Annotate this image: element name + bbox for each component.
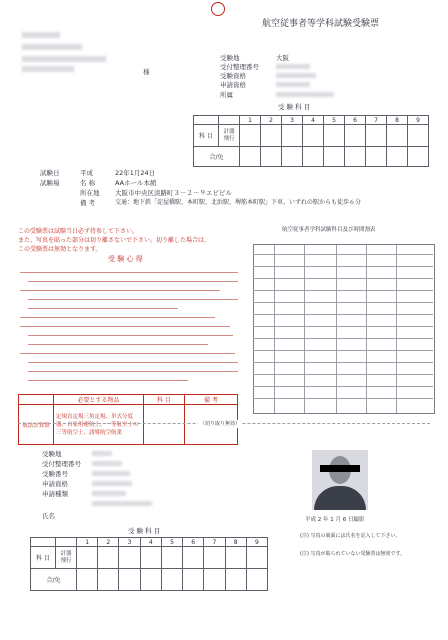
rule-line: [20, 272, 238, 273]
bottom-examno-label: 受験番号: [42, 470, 68, 478]
rule-line: [20, 290, 220, 291]
subject-num: 1: [77, 538, 98, 547]
bottom-examno-blur: [92, 471, 130, 476]
rule-line: [20, 317, 215, 318]
rule-line: [28, 299, 238, 300]
subject-num: 5: [324, 116, 345, 125]
items-header-note: 備 考: [185, 395, 238, 405]
timetable-title: 航空従事者学科試験科目及び時間割表: [282, 227, 376, 233]
timetable-row: [253, 398, 433, 399]
photo-note-1: (注) 写真の裏面には氏名を記入して下さい。: [300, 533, 401, 539]
bottom-extra-blur: [92, 501, 152, 506]
bottom-receipt-label: 受付整理番号: [42, 460, 81, 468]
bottom-subjects-title: 受 験 科 目: [128, 527, 161, 535]
timetable-row: [253, 278, 433, 279]
bottom-type-blur: [92, 491, 126, 496]
timetable: [253, 244, 435, 414]
address-blur-2: [22, 44, 82, 50]
items-label: 航法計算盤: [19, 405, 54, 445]
exam-date-era: 平成: [80, 169, 93, 177]
subject-num: 7: [366, 116, 387, 125]
subject-num: 5: [161, 538, 182, 547]
subject-num: 2: [98, 538, 119, 547]
timetable-row: [253, 386, 433, 387]
rule-line: [28, 380, 188, 381]
form-title: 航空従事者等学科試験受験票: [262, 19, 380, 29]
bottom-row-subject-label: 科 目: [31, 547, 56, 569]
address-blur-3: [22, 56, 106, 62]
subject-num: 9: [246, 538, 267, 547]
timetable-row: [253, 302, 433, 303]
exam-addr-value: 大阪市中央区淡路町３－２－９エビビル: [115, 189, 232, 197]
bottom-row-pass-label: 合/免: [31, 569, 77, 591]
photo-date: 平成 2 年 1 月 6 日撮影: [305, 517, 365, 523]
photo-shoulders: [314, 486, 366, 510]
subject-num: 6: [183, 538, 204, 547]
rule-line: [28, 362, 238, 363]
rule-line: [20, 326, 230, 327]
row-subject-content: 計器 飛行: [219, 125, 240, 147]
subject-num: 7: [204, 538, 225, 547]
subject-num: 3: [119, 538, 140, 547]
timetable-row: [253, 374, 433, 375]
rule-line: [28, 335, 233, 336]
rule-line: [20, 353, 235, 354]
address-blur-1: [22, 32, 60, 38]
field-venue-label: 受験地: [220, 54, 240, 62]
id-photo: [312, 450, 368, 510]
subject-num: 9: [408, 116, 429, 125]
field-affil-blur: [276, 92, 334, 97]
field-app-blur: [276, 82, 310, 87]
items-header-subject: 科 目: [144, 395, 185, 405]
subject-num: 2: [261, 116, 282, 125]
subject-num: 4: [140, 538, 161, 547]
exam-date-label: 試験日: [40, 169, 60, 177]
subject-num: 8: [225, 538, 246, 547]
bottom-venue-blur: [92, 451, 112, 456]
bottom-type-label: 申請種類: [42, 490, 68, 498]
bottom-qual-blur: [92, 481, 132, 486]
cut-label: （切り取り無効）: [200, 421, 241, 427]
subject-num: 6: [345, 116, 366, 125]
rule-line: [28, 308, 178, 309]
field-receipt-label: 受付整理番号: [220, 63, 259, 71]
stamp-mark: [211, 2, 225, 16]
rule-line: [28, 281, 238, 282]
row-subject-label: 科 目: [194, 125, 219, 147]
timetable-row: [253, 266, 433, 267]
exam-venue-label: 試験場: [40, 179, 60, 187]
row-pass-label: 合/免: [194, 147, 240, 167]
items-content: 定規直定規三角定規、単式分度器、自家用運航上、一等航空士の三等航空士、誘導航空航業: [54, 405, 144, 445]
timetable-row: [253, 362, 433, 363]
photo-note-2: (注) 写真が貼られていない受験票は無効です。: [300, 551, 406, 557]
subjects-title: 受 験 科 目: [278, 103, 311, 111]
exam-name-value: AAホール本館: [115, 179, 157, 187]
field-app-label: 申請資格: [220, 81, 246, 89]
subject-num: 3: [282, 116, 303, 125]
bottom-receipt-blur: [92, 461, 122, 466]
field-venue-value: 大阪: [276, 54, 289, 62]
exam-name-label: 名 称: [80, 179, 96, 187]
subject-num: 4: [303, 116, 324, 125]
bottom-name-label: 氏名: [42, 512, 55, 520]
rules-title: 受 験 心 得: [108, 255, 143, 263]
timetable-row: [253, 326, 433, 327]
field-qual-label: 受験資格: [220, 72, 246, 80]
sama-label: 様: [143, 68, 150, 76]
timetable-row: [253, 254, 433, 255]
field-qual-blur: [276, 73, 316, 78]
field-receipt-blur: [276, 64, 310, 69]
subjects-table: [193, 115, 429, 167]
exam-addr-label: 所在地: [80, 189, 100, 197]
timetable-row: [253, 290, 433, 291]
notice-line-1: この受験票は試験当日必ず持参して下さい。: [18, 228, 139, 235]
timetable-row: [253, 314, 433, 315]
rule-line: [28, 371, 238, 372]
exam-note-value: 交通：地下鉄「淀屋橋駅、本町駅、北浜駅、堺筋本町駅」下車、いずれの駅からも徒歩６分: [115, 199, 362, 206]
bottom-venue-label: 受験地: [42, 450, 62, 458]
timetable-row: [253, 338, 433, 339]
exam-date-value: 22年1月24日: [115, 169, 156, 177]
photo-redaction-bar: [320, 465, 360, 472]
bottom-qual-label: 申請資格: [42, 480, 68, 488]
notice-line-2: また、写真を貼った部分は切り離さないで下さい。切り離した場合は、: [18, 237, 211, 244]
field-affil-label: 所属: [220, 91, 233, 99]
rule-line: [28, 344, 208, 345]
subject-num: 8: [387, 116, 408, 125]
bottom-row-subject-content: 計器 飛行: [56, 547, 77, 569]
address-blur-4: [22, 66, 74, 72]
subject-num: 1: [240, 116, 261, 125]
timetable-row: [253, 350, 433, 351]
exam-note-label: 備 考: [80, 199, 96, 207]
items-header-goods: 必要とする物品: [54, 395, 144, 405]
bottom-subjects-table: [30, 537, 268, 591]
notice-line-3: この受験票は無効となります。: [18, 246, 102, 253]
